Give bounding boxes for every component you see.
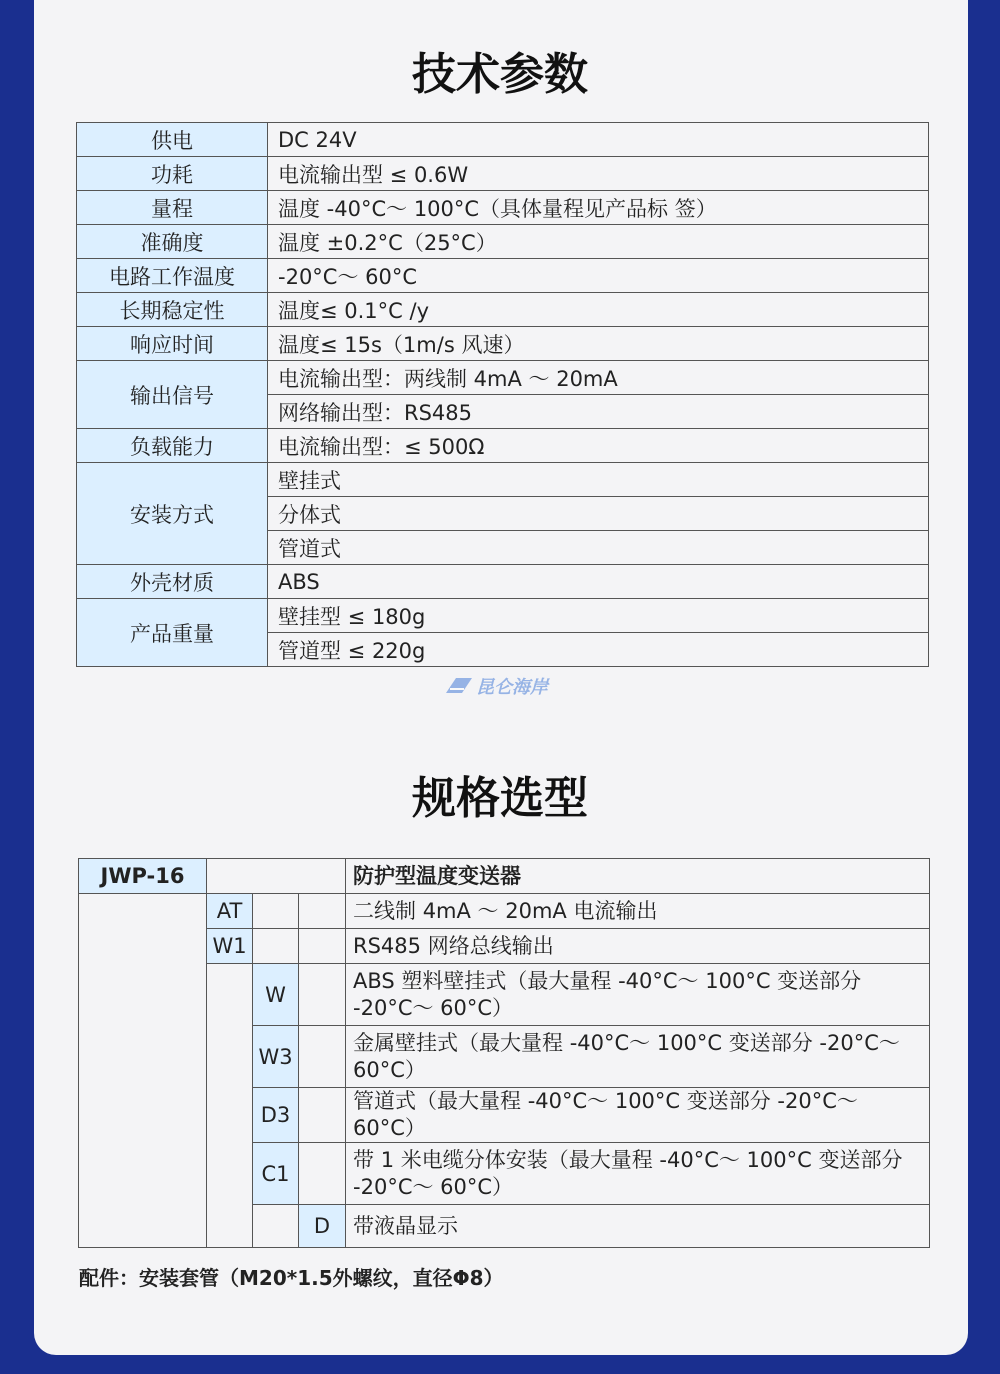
option-description: 二线制 4mA ～ 20mA 电流输出: [346, 894, 930, 929]
spec-value: 壁挂式: [268, 463, 929, 497]
specs-title: 技术参数: [412, 49, 588, 100]
empty-cell: [299, 894, 346, 929]
empty-cell: [299, 1088, 346, 1143]
spec-label: 功耗: [77, 157, 268, 191]
spec-value: 电流输出型：两线制 4mA ～ 20mA: [268, 361, 929, 395]
logo-icon: [444, 675, 474, 697]
empty-span-cell: [207, 964, 253, 1248]
accessory-note: 配件：安装套管（M20*1.5外螺纹，直径Φ8）: [79, 1266, 504, 1290]
spec-value: 电流输出型：≤ 500Ω: [268, 429, 929, 463]
brand-watermark: [444, 673, 560, 699]
option-description: 管道式（最大量程 -40°C～ 100°C 变送部分 -20°C～ 60°C）: [346, 1088, 930, 1143]
option-description: 带 1 米电缆分体安装（最大量程 -40°C～ 100°C 变送部分 -20°C～ 60°C）: [346, 1143, 930, 1205]
selection-row: [79, 929, 930, 964]
selection-row: [79, 964, 930, 1026]
spec-row: [77, 327, 929, 361]
spec-label: 负载能力: [77, 429, 268, 463]
spec-row: [77, 123, 929, 157]
empty-cell: [253, 894, 299, 929]
spec-value: DC 24V: [268, 123, 929, 157]
spec-label: 长期稳定性: [77, 293, 268, 327]
empty-cell: [253, 929, 299, 964]
spec-row: [77, 565, 929, 599]
spec-label: 电路工作温度: [77, 259, 268, 293]
spec-row: [77, 361, 929, 395]
spec-value: -20°C～ 60°C: [268, 259, 929, 293]
spec-row: [77, 191, 929, 225]
empty-cell: [299, 1143, 346, 1205]
watermark-text: 昆仑海岸: [476, 677, 548, 698]
spec-value: 电流输出型 ≤ 0.6W: [268, 157, 929, 191]
selection-table: [78, 858, 930, 1248]
spec-label: 外壳材质: [77, 565, 268, 599]
spec-table: [76, 122, 929, 667]
spec-label: 响应时间: [77, 327, 268, 361]
spec-value: 温度 ±0.2°C（25°C）: [268, 225, 929, 259]
empty-cell: [299, 964, 346, 1026]
spec-row: [77, 259, 929, 293]
spec-label: 输出信号: [77, 361, 268, 429]
spec-row: [77, 293, 929, 327]
model-code: JWP-16: [79, 859, 207, 894]
option-description: RS485 网络总线输出: [346, 929, 930, 964]
spec-row: [77, 225, 929, 259]
spec-label: 供电: [77, 123, 268, 157]
option-code: W3: [253, 1026, 299, 1088]
spec-value: 温度 -40°C～ 100°C（具体量程见产品标 签）: [268, 191, 929, 225]
spec-label: 产品重量: [77, 599, 268, 667]
selection-header-row: [79, 859, 930, 894]
option-code: W: [253, 964, 299, 1026]
selection-row: [79, 894, 930, 929]
spec-value: 网络输出型：RS485: [268, 395, 929, 429]
spec-value: 管道型 ≤ 220g: [268, 633, 929, 667]
spec-row: [77, 599, 929, 633]
spec-value: 壁挂型 ≤ 180g: [268, 599, 929, 633]
spec-label: 量程: [77, 191, 268, 225]
model-description: 防护型温度变送器: [346, 859, 930, 894]
spec-value: ABS: [268, 565, 929, 599]
model-span-cell: [79, 894, 207, 1248]
option-code: D3: [253, 1088, 299, 1143]
spec-row: [77, 429, 929, 463]
option-description: ABS 塑料壁挂式（最大量程 -40°C～ 100°C 变送部分 -20°C～ 60°C）: [346, 964, 930, 1026]
empty-cell: [299, 929, 346, 964]
spec-label: 准确度: [77, 225, 268, 259]
empty-cell: [299, 1026, 346, 1088]
header-spacer: [207, 859, 346, 894]
spec-label: 安装方式: [77, 463, 268, 565]
spec-value: 管道式: [268, 531, 929, 565]
option-code: D: [299, 1205, 346, 1248]
option-code: C1: [253, 1143, 299, 1205]
spec-row: [77, 157, 929, 191]
option-code: W1: [207, 929, 253, 964]
spec-row: [77, 463, 929, 497]
spec-value: 温度≤ 0.1°C /y: [268, 293, 929, 327]
option-description: 金属壁挂式（最大量程 -40°C～ 100°C 变送部分 -20°C～ 60°C）: [346, 1026, 930, 1088]
empty-cell: [253, 1205, 299, 1248]
spec-value: 分体式: [268, 497, 929, 531]
spec-value: 温度≤ 15s（1m/s 风速）: [268, 327, 929, 361]
option-code: AT: [207, 894, 253, 929]
option-description: 带液晶显示: [346, 1205, 930, 1248]
selection-title: 规格选型: [412, 773, 588, 824]
